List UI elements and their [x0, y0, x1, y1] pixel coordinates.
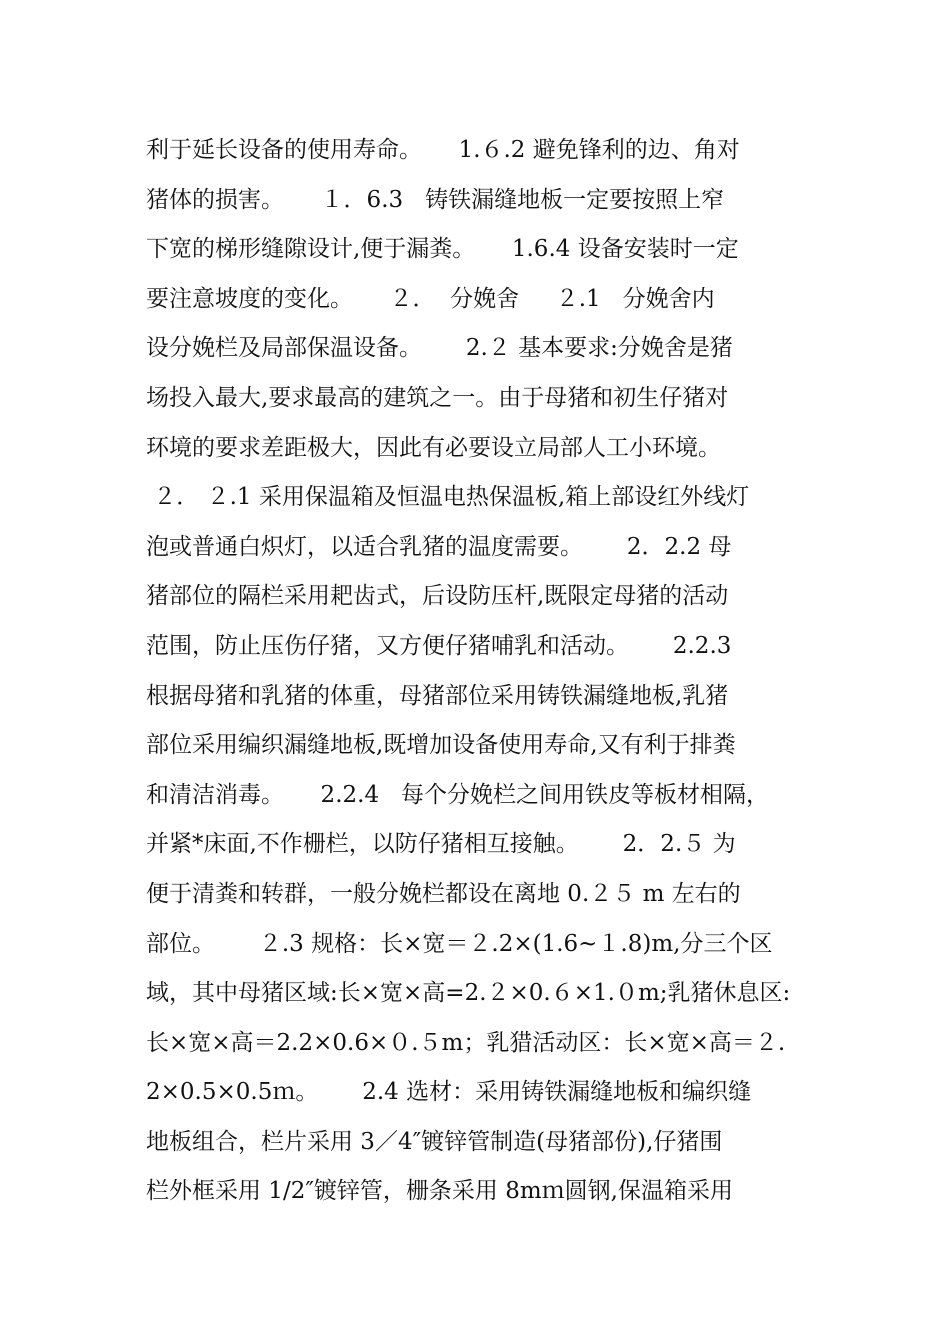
text-line: 猪体的损害。 １．6.3 铸铁漏缝地板一定要按照上窄 — [146, 186, 725, 213]
text-line: 便于清粪和转群，一般分娩栏都设在离地 0.２５ m 左右的 — [146, 880, 741, 907]
text-line: 和清洁消毒。 2.2.4 每个分娩栏之间用铁皮等板材相隔， — [146, 781, 770, 808]
text-line: 长×宽×高＝2.2×0.6×０.５m；乳猎活动区：长×宽×高＝２. — [146, 1029, 786, 1056]
text-line: 下宽的梯形缝隙设计,便于漏粪。 1.6.4 设备安装时一定 — [146, 236, 739, 263]
text-line: 2×0.5×0.5ｍ。 2.4 选材：采用铸铁漏缝地板和编织缝 — [146, 1079, 752, 1106]
text-line: 环境的要求差距极大，因此有必要设立局部人工小环境。 — [146, 434, 721, 461]
text-line: 部位。 ２.3 规格：长×宽＝２.2×(1.6~１.8)m,分三个区 — [146, 930, 773, 957]
text-line: 部位采用编织漏缝地板,既增加设备使用寿命,又有利于排粪 — [146, 732, 736, 759]
text-line: 利于延长设备的使用寿命。 1.６.2 避免锋利的边、角对 — [146, 137, 740, 163]
text-line: 场投入最大,要求最高的建筑之一。由于母猪和初生仔猪对 — [146, 384, 729, 411]
text-line: 根据母猪和乳猪的体重，母猪部位采用铸铁漏缝地板,乳猪 — [146, 682, 729, 709]
text-line: 域，其中母猪区域:长×宽×高=2.２×0.６×1.０m;乳猪休息区: — [146, 980, 791, 1007]
text-line: 栏外框采用 1/2″镀锌管，栅条采用 8mｍ圆钢,保温箱采用 — [146, 1178, 733, 1205]
text-line: 并紧*床面,不作栅栏，以防仔猪相互接触。 2．2.５ 为 — [146, 831, 736, 858]
text-line: 要注意坡度的变化。 ２． 分娩舍 ２.1 分娩舍内 — [146, 285, 715, 312]
text-line: 猪部位的隔栏采用耙齿式，后设防压杆,既限定母猪的活动 — [146, 583, 729, 610]
text-line: 设分娩栏及局部保温设备。 2.２ 基本要求:分娩舍是猪 — [146, 335, 733, 362]
text-line: 泡或普通白炽灯，以适合乳猪的温度需要。 2．2.2 母 — [146, 533, 732, 560]
text-line: 地板组合，栏片采用 3／4″镀锌管制造(母猪部份),仔猪围 — [146, 1128, 723, 1155]
body-text — [146, 126, 826, 1217]
text-line: ２． ２.1 采用保温箱及恒温电热保温板,箱上部设红外线灯 — [146, 484, 750, 511]
text-line: 范围，防止压伤仔猪，又方便仔猪哺乳和活动。 2.2.3 — [146, 632, 732, 659]
